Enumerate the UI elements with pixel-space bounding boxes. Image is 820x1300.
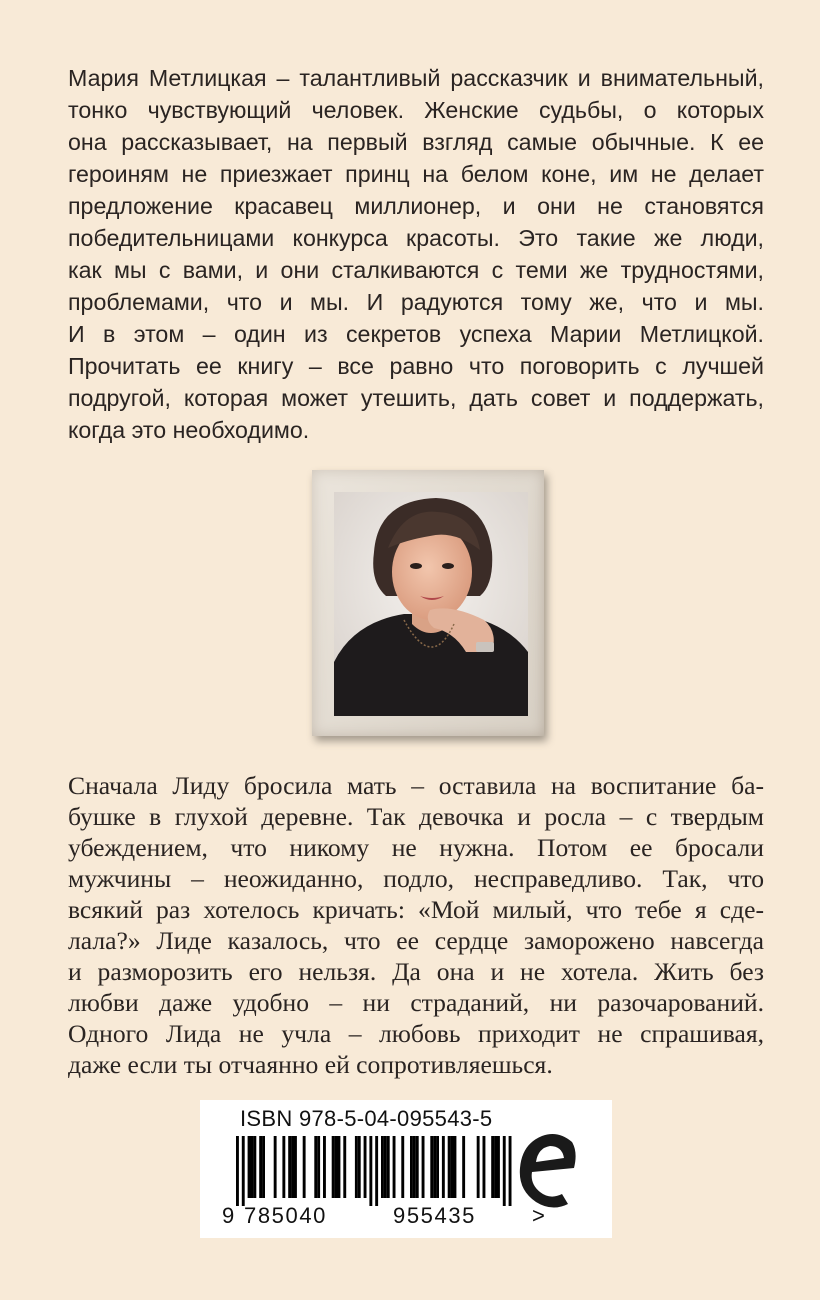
barcode-bar	[477, 1136, 480, 1198]
barcode-bar	[314, 1136, 317, 1198]
barcode-bar	[416, 1136, 419, 1198]
barcode-bar	[335, 1136, 338, 1198]
author-photo-frame	[312, 470, 544, 736]
barcode-bar	[422, 1136, 425, 1198]
barcode-bar	[369, 1136, 372, 1206]
author-description-line: тонко чувствующий человек. Женские судьбы, о которых	[68, 97, 764, 123]
barcode-digit-first: 9	[222, 1203, 235, 1228]
barcode-bar	[323, 1136, 326, 1198]
eksmo-logo-icon	[512, 1128, 588, 1219]
barcode-bars	[222, 1136, 522, 1206]
annotation-line: и разморозить его нельзя. Да она и не хотела. Жить без	[68, 957, 764, 986]
barcode-bar	[413, 1136, 416, 1198]
barcode-bar	[259, 1136, 262, 1198]
isbn-label: ISBN 978-5-04-095543-5	[240, 1106, 493, 1131]
author-description-line: Мария Метлицкая – талантливый рассказчик и внимательный,	[68, 65, 764, 91]
annotation-line: мужчины – неожиданно, подло, несправедливо. Так, что	[68, 864, 764, 893]
author-description	[68, 62, 764, 446]
barcode-bar	[262, 1136, 265, 1198]
barcode-bar	[442, 1136, 445, 1198]
barcode-bar	[364, 1136, 367, 1198]
barcode-bar	[462, 1136, 465, 1198]
barcode-bar	[317, 1136, 320, 1198]
author-description-line: проблемами, что и мы. И радуются тому же, что и мы.	[68, 289, 764, 315]
barcode-bar	[358, 1136, 361, 1198]
barcode-bar	[454, 1136, 457, 1198]
barcode-bar	[282, 1136, 285, 1198]
author-description-line: И в этом – один из секретов успеха Марии Метлицкой.	[68, 321, 764, 347]
author-description-line: предложение красавец миллионер, и они не становятся	[68, 193, 764, 219]
barcode-bar	[291, 1136, 294, 1198]
barcode-bar	[288, 1136, 291, 1198]
barcode-arrow: >	[532, 1203, 545, 1228]
annotation-line: всякий раз хотелось кричать: «Мой милый, что тебе я сде-	[68, 895, 764, 924]
barcode-bar	[483, 1136, 486, 1198]
barcode-bar	[253, 1136, 256, 1198]
barcode-bar	[381, 1136, 384, 1198]
author-photo	[334, 492, 528, 716]
annotation-line: любви даже удобно – ни страданий, ни разочарований.	[68, 988, 764, 1017]
barcode-bar	[355, 1136, 358, 1198]
barcode-bar	[251, 1136, 254, 1198]
author-description-line: победительницами конкурса красоты. Это такие же люди,	[68, 225, 764, 251]
annotation-line: бушке в глухой деревне. Так девочка и росла – с твердым	[68, 802, 764, 831]
barcode-bar	[387, 1136, 390, 1198]
barcode-bar	[332, 1136, 335, 1198]
author-description-line: как мы с вами, и они сталкиваются с теми же трудностями,	[68, 257, 764, 283]
barcode-bar	[393, 1136, 396, 1198]
author-description-line: подругой, которая может утешить, дать совет и поддержать,	[68, 385, 764, 411]
barcode-bar	[343, 1136, 346, 1198]
barcode-bar	[451, 1136, 454, 1198]
barcode-bar	[236, 1136, 239, 1206]
barcode-digits-left: 785040	[244, 1203, 328, 1228]
barcode-bar	[494, 1136, 497, 1198]
barcode-bar	[433, 1136, 436, 1198]
author-description-line: она рассказывает, на первый взгляд самые обычные. К ее	[68, 129, 764, 155]
barcode-bar	[242, 1136, 245, 1206]
annotation-line: Одного Лида не учла – любовь приходит не спрашивая,	[68, 1019, 764, 1048]
barcode-bar	[384, 1136, 387, 1198]
annotation-line: Сначала Лиду бросила мать – оставила на воспитание ба-	[68, 771, 764, 800]
author-description-line: героиням не приезжает принц на белом коне, им не делает	[68, 161, 764, 187]
annotation-line: лала?» Лиде казалось, что ее сердце заморожено навсегда	[68, 926, 764, 955]
barcode-bar	[410, 1136, 413, 1198]
barcode-bar	[436, 1136, 439, 1198]
barcode-bar	[497, 1136, 500, 1198]
barcode-digits-right: 955435	[393, 1203, 477, 1228]
author-description-line: Прочитать ее книгу – все равно что поговорить с лучшей	[68, 353, 764, 379]
barcode-bar	[375, 1136, 378, 1206]
book-annotation	[68, 770, 764, 1080]
barcode-bar	[248, 1136, 251, 1198]
author-description-line: когда это необходимо.	[68, 417, 310, 443]
annotation-line: убеждением, что никому не нужна. Потом ее бросали	[68, 833, 764, 862]
barcode-bar	[448, 1136, 451, 1198]
barcode-bar	[401, 1136, 404, 1198]
annotation-line: даже если ты отчаянно ей сопротивляешься.	[68, 1050, 553, 1079]
barcode-bar	[294, 1136, 297, 1198]
barcode-bar	[303, 1136, 306, 1198]
barcode-bar	[274, 1136, 277, 1198]
barcode-bar	[503, 1136, 506, 1206]
barcode-bar	[430, 1136, 433, 1198]
author-portrait	[334, 492, 528, 716]
barcode-bar	[338, 1136, 341, 1198]
barcode-bar	[491, 1136, 494, 1198]
